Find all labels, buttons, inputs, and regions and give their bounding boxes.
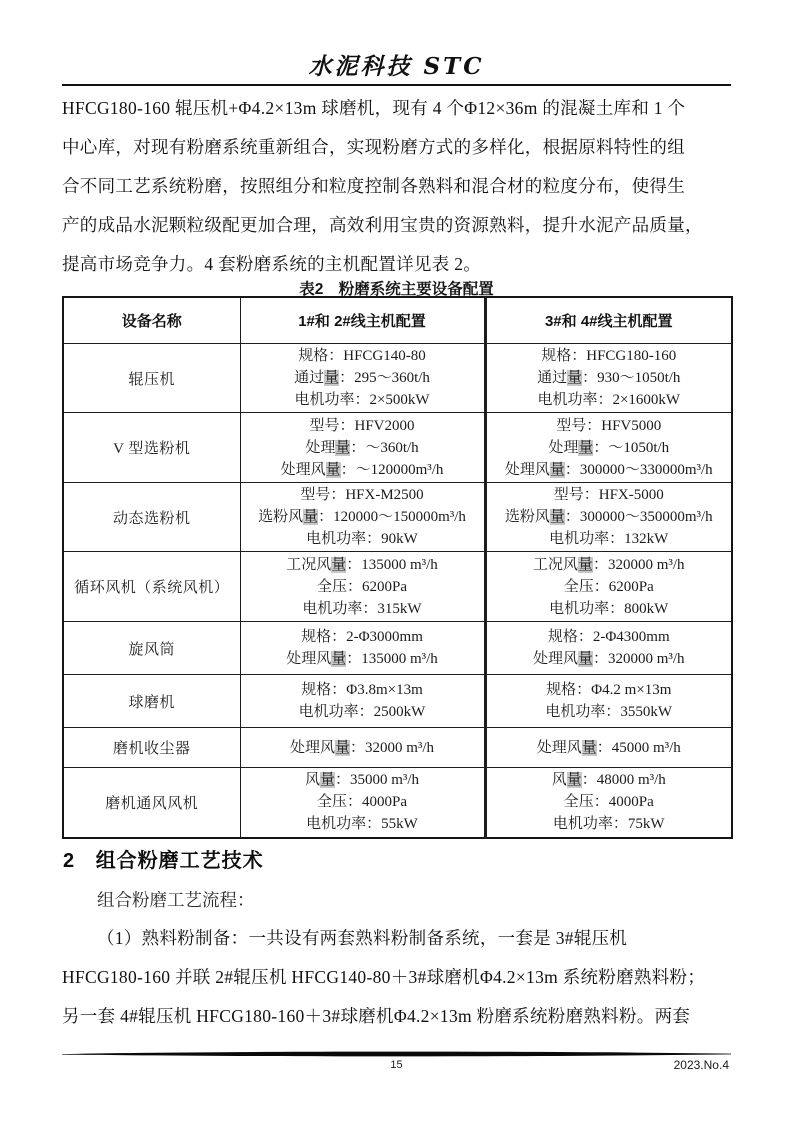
flow-paragraph: 组合粉磨工艺流程：	[97, 890, 255, 910]
table-row	[63, 552, 732, 622]
highlighted-char: 量	[577, 651, 593, 667]
config-line: 工况风量：320000 m³/h	[532, 556, 685, 573]
device-name-cell: 磨机通风风机	[63, 768, 240, 838]
table-header-row	[63, 297, 732, 344]
table-row	[63, 344, 732, 413]
config-cell-line34	[485, 768, 732, 838]
config-cell-line34	[485, 675, 732, 728]
highlighted-char: 量	[549, 461, 565, 478]
table-row	[63, 728, 732, 768]
device-name-cell: V 型选粉机	[63, 413, 240, 483]
header-cell-line12: 1#和 2#线主机配置	[240, 297, 485, 344]
config-line: 全压：4000Pa	[316, 794, 407, 811]
config-line: 选粉风量：300000～350000m³/h	[504, 509, 713, 525]
config-line: 全压：6200Pa	[316, 578, 407, 595]
journal-title: 水泥科技 STC	[308, 53, 485, 80]
config-line: 处理风量：32000 m³/h	[289, 739, 435, 756]
footer-rule	[62, 1049, 731, 1059]
config-cell-line34	[485, 413, 732, 483]
config-cell-line12	[240, 622, 485, 675]
highlighted-char: 量	[581, 739, 597, 756]
paragraph-line: 提高市场竞争力。4 套粉磨系统的主机配置详见表 2。	[62, 254, 482, 274]
highlighted-char: 量	[331, 556, 347, 573]
config-line: 电机功率：800kW	[549, 600, 669, 617]
config-line: 通过量：930～1050t/h	[537, 370, 681, 386]
paragraph-line: 产的成品水泥颗粒级配更加合理，高效利用宝贵的资源熟料，提升水泥产品质量，	[62, 215, 703, 235]
highlighted-char: 量	[324, 370, 340, 386]
config-cell-line34	[485, 728, 732, 768]
config-line: 规格：HFCG180-160	[541, 348, 677, 364]
device-name-cell: 循环风机（系统风机）	[63, 552, 240, 622]
highlighted-char: 量	[334, 739, 350, 756]
section-title: 组合粉磨工艺技术	[95, 850, 264, 872]
highlighted-char: 量	[331, 651, 347, 667]
issue-label: 2023.No.4	[673, 1058, 729, 1072]
header-cell-device: 设备名称	[63, 297, 240, 344]
config-line: 电机功率：75kW	[552, 816, 665, 833]
config-line: 电机功率：2×1600kW	[537, 392, 681, 408]
table-caption: 表2 粉磨系统主要设备配置	[299, 281, 494, 298]
config-line: 型号：HFV5000	[556, 417, 662, 434]
config-line: 电机功率：90kW	[306, 531, 418, 547]
paragraph-line: HFCG180-160 并联 2#辊压机 HFCG140-80＋3#球磨机Φ4.2×13m 系统粉磨熟料粉；	[62, 967, 706, 987]
device-name-cell: 磨机收尘器	[63, 728, 240, 768]
config-cell-line12	[240, 483, 485, 552]
config-line: 规格：HFCG140-80	[298, 348, 426, 364]
header-cell-line34: 3#和 4#线主机配置	[485, 297, 732, 344]
highlighted-char: 量	[567, 370, 583, 386]
config-cell-line34	[485, 344, 732, 413]
config-line: 型号：HFV2000	[309, 417, 415, 434]
paragraph-line: 合不同工艺系统粉磨，按照组分和粒度控制各熟料和混合材的粒度分布，使得生	[62, 176, 685, 196]
config-line: 选粉风量：120000～150000m³/h	[258, 509, 466, 525]
config-cell-line34	[485, 622, 732, 675]
table-row	[63, 768, 732, 838]
highlighted-char: 量	[325, 461, 341, 478]
equipment-table	[62, 296, 733, 839]
highlighted-char: 量	[335, 439, 351, 456]
device-name-cell: 辊压机	[63, 344, 240, 413]
config-line: 电机功率：2×500kW	[294, 392, 430, 408]
config-line: 处理风量：45000 m³/h	[536, 739, 681, 756]
config-line: 规格：2-Φ4300mm	[547, 629, 670, 645]
config-cell-line12	[240, 413, 485, 483]
config-cell-line12	[240, 728, 485, 768]
config-line: 全压：6200Pa	[563, 578, 654, 595]
config-cell-line34	[485, 552, 732, 622]
config-line: 处理风量：300000～330000m³/h	[504, 461, 713, 478]
config-line: 型号：HFX-M2500	[300, 487, 424, 503]
paragraph-line: HFCG180-160 辊压机+Φ4.2×13m 球磨机，现有 4 个Φ12×36m 的混凝土库和 1 个	[62, 98, 686, 118]
config-line: 电机功率：132kW	[549, 531, 669, 547]
config-line: 处理风量：～120000m³/h	[280, 461, 444, 478]
header-rule	[62, 84, 731, 86]
config-line: 电机功率：3550kW	[545, 704, 673, 720]
highlighted-char: 量	[577, 556, 593, 573]
device-name-cell: 旋风筒	[63, 622, 240, 675]
highlighted-char: 量	[319, 772, 335, 789]
config-line: 规格：Φ4.2 m×13m	[546, 682, 672, 698]
config-line: 风量：48000 m³/h	[551, 772, 666, 789]
page-number: 15	[390, 1059, 403, 1071]
config-cell-line12	[240, 768, 485, 838]
paragraph-line: 另一套 4#辊压机 HFCG180-160＋3#球磨机Φ4.2×13m 粉磨系统粉磨熟料粉。两套	[62, 1006, 691, 1026]
config-cell-line12	[240, 675, 485, 728]
section-number: 2	[63, 850, 75, 872]
paragraph-line: （1）熟料粉制备：一共设有两套熟料粉制备系统，一套是 3#辊压机	[97, 928, 628, 948]
config-line: 全压：4000Pa	[563, 794, 654, 811]
highlighted-char: 量	[578, 439, 594, 456]
config-line: 规格：2-Φ3000mm	[301, 629, 423, 645]
equipment-table-body	[63, 344, 732, 838]
table-row	[63, 413, 732, 483]
detail-paragraph	[62, 919, 731, 1036]
highlighted-char: 量	[303, 509, 319, 525]
section-heading	[63, 844, 264, 873]
device-name-cell: 动态选粉机	[63, 483, 240, 552]
table-row	[63, 675, 732, 728]
table-row	[63, 483, 732, 552]
intro-paragraph	[62, 89, 731, 284]
paragraph-line: 中心库，对现有粉磨系统重新组合，实现粉磨方式的多样化，根据原料特性的组	[62, 137, 685, 157]
config-line: 通过量：295～360t/h	[294, 370, 430, 386]
config-line: 电机功率：55kW	[306, 816, 418, 833]
config-line: 电机功率：315kW	[302, 600, 422, 617]
config-cell-line12	[240, 344, 485, 413]
config-line: 工况风量：135000 m³/h	[286, 556, 438, 573]
config-cell-line34	[485, 483, 732, 552]
table-row	[63, 622, 732, 675]
highlighted-char: 量	[549, 509, 565, 525]
device-name-cell: 球磨机	[63, 675, 240, 728]
config-line: 处理风量：135000 m³/h	[286, 651, 438, 667]
config-line: 型号：HFX-5000	[553, 487, 664, 503]
config-line: 处理量：～1050t/h	[548, 439, 670, 456]
config-line: 处理量：～360t/h	[305, 439, 419, 456]
config-line: 处理风量：320000 m³/h	[532, 651, 685, 667]
config-line: 电机功率：2500kW	[298, 704, 426, 720]
config-line: 风量：35000 m³/h	[304, 772, 420, 789]
config-line: 规格：Φ3.8m×13m	[301, 682, 423, 698]
highlighted-char: 量	[566, 772, 582, 789]
config-cell-line12	[240, 552, 485, 622]
